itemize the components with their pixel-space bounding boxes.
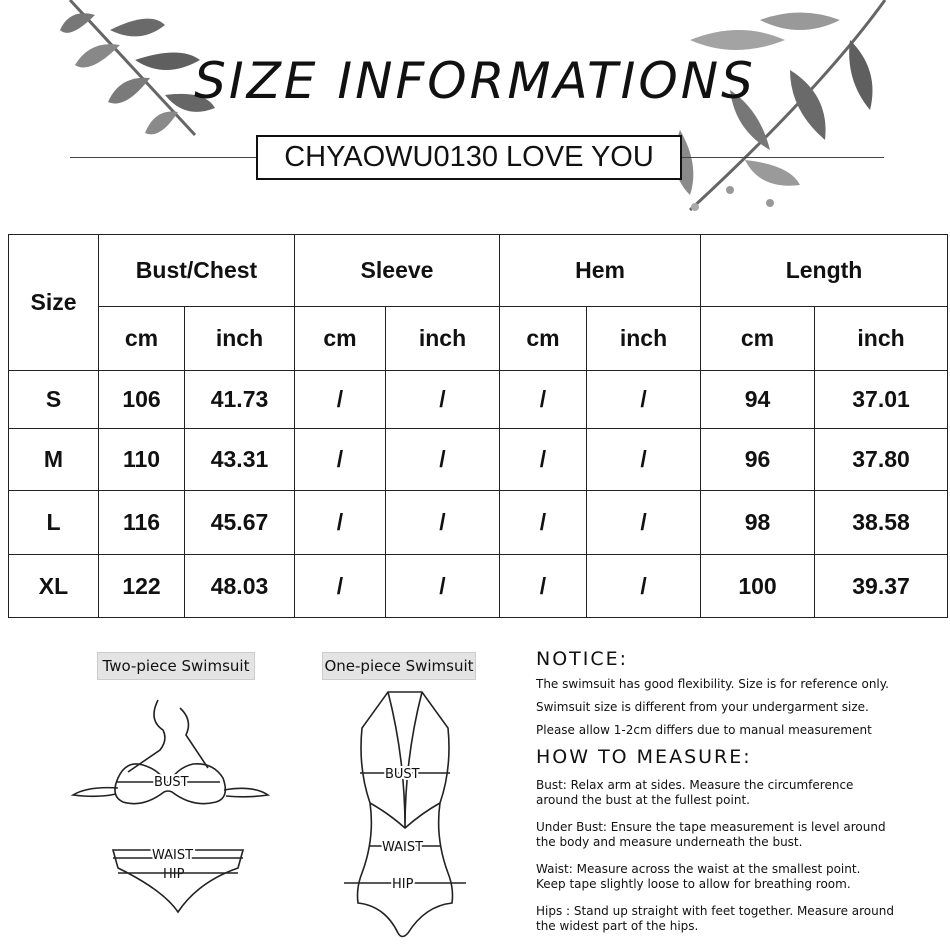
table-cell: 98 bbox=[701, 491, 815, 555]
measure-text: Bust: Relax arm at sides. Measure the circumference bbox=[536, 778, 854, 792]
table-row bbox=[9, 491, 948, 555]
notice-line: Swimsuit size is different from your undergarment size. bbox=[536, 700, 869, 714]
measure-item bbox=[536, 904, 946, 934]
notice-line: The swimsuit has good flexibility. Size is for reference only. bbox=[536, 677, 889, 691]
column-group-header: Length bbox=[701, 235, 948, 307]
one-piece-swimsuit-icon bbox=[330, 688, 480, 943]
measure-text: Waist: Measure across the waist at the smallest point. bbox=[536, 862, 861, 876]
unit-header: cm bbox=[500, 307, 587, 371]
divider bbox=[70, 157, 256, 158]
measure-text: around the bust at the fullest point. bbox=[536, 793, 750, 807]
brand-label: CHYAOWU0130 LOVE YOU bbox=[256, 135, 682, 180]
waist-label: WAIST bbox=[152, 848, 194, 863]
unit-header: inch bbox=[386, 307, 500, 371]
bust-label: BUST bbox=[154, 775, 189, 790]
table-cell: / bbox=[386, 491, 500, 555]
measure-text: the widest part of the hips. bbox=[536, 919, 699, 933]
table-cell: / bbox=[295, 429, 386, 491]
measure-text: Hips : Stand up straight with feet together. Measure around bbox=[536, 904, 894, 918]
measure-heading: HOW TO MEASURE: bbox=[536, 746, 752, 768]
table-cell: 110 bbox=[99, 429, 185, 491]
column-group-header: Sleeve bbox=[295, 235, 500, 307]
measure-item bbox=[536, 778, 946, 808]
table-cell: 38.58 bbox=[815, 491, 948, 555]
table-cell: 37.01 bbox=[815, 371, 948, 429]
hip-label: HIP bbox=[392, 877, 414, 892]
leaf-decoration bbox=[0, 0, 950, 230]
size-cell: L bbox=[9, 491, 99, 555]
hip-label: HIP bbox=[163, 867, 185, 882]
table-cell: / bbox=[386, 371, 500, 429]
table-cell: / bbox=[587, 555, 701, 618]
waist-label: WAIST bbox=[382, 840, 424, 855]
page-title: SIZE INFORMATIONS bbox=[194, 52, 756, 110]
table-cell: / bbox=[500, 429, 587, 491]
table-cell: / bbox=[587, 491, 701, 555]
table-cell: / bbox=[500, 371, 587, 429]
unit-header: inch bbox=[587, 307, 701, 371]
table-row bbox=[9, 429, 948, 491]
notice-section bbox=[536, 648, 946, 946]
unit-header: cm bbox=[99, 307, 185, 371]
table-cell: 39.37 bbox=[815, 555, 948, 618]
table-cell: 106 bbox=[99, 371, 185, 429]
measure-text: the body and measure underneath the bust. bbox=[536, 835, 803, 849]
table-cell: / bbox=[500, 491, 587, 555]
notice-heading: NOTICE: bbox=[536, 648, 629, 670]
table-cell: / bbox=[386, 429, 500, 491]
measure-text: Under Bust: Ensure the tape measurement is level around bbox=[536, 820, 886, 834]
divider bbox=[682, 157, 884, 158]
one-piece-label: One-piece Swimsuit bbox=[322, 652, 476, 680]
size-cell: M bbox=[9, 429, 99, 491]
unit-header: cm bbox=[295, 307, 386, 371]
table-cell: / bbox=[386, 555, 500, 618]
measure-item bbox=[536, 820, 946, 850]
table-cell: / bbox=[295, 491, 386, 555]
table-cell: 45.67 bbox=[185, 491, 295, 555]
table-row bbox=[9, 371, 948, 429]
bust-label: BUST bbox=[385, 767, 420, 782]
size-table bbox=[8, 234, 948, 618]
table-cell: 100 bbox=[701, 555, 815, 618]
table-unit-row bbox=[9, 307, 948, 371]
table-cell: 48.03 bbox=[185, 555, 295, 618]
table-cell: 116 bbox=[99, 491, 185, 555]
table-cell: / bbox=[295, 371, 386, 429]
measure-text: Keep tape slightly loose to allow for breathing room. bbox=[536, 877, 851, 891]
table-cell: / bbox=[587, 371, 701, 429]
unit-header: inch bbox=[185, 307, 295, 371]
table-cell: 43.31 bbox=[185, 429, 295, 491]
table-header-row bbox=[9, 235, 948, 307]
table-cell: / bbox=[587, 429, 701, 491]
two-piece-label: Two-piece Swimsuit bbox=[97, 652, 255, 680]
notice-line: Please allow 1-2cm differs due to manual measurement bbox=[536, 723, 872, 737]
unit-header: cm bbox=[701, 307, 815, 371]
table-cell: 37.80 bbox=[815, 429, 948, 491]
table-cell: 94 bbox=[701, 371, 815, 429]
table-row bbox=[9, 555, 948, 618]
two-piece-swimsuit-icon bbox=[68, 690, 278, 940]
size-cell: S bbox=[9, 371, 99, 429]
unit-header: inch bbox=[815, 307, 948, 371]
table-cell: / bbox=[500, 555, 587, 618]
measure-item bbox=[536, 862, 946, 892]
size-header: Size bbox=[9, 235, 99, 371]
table-cell: 41.73 bbox=[185, 371, 295, 429]
size-cell: XL bbox=[9, 555, 99, 618]
table-cell: / bbox=[295, 555, 386, 618]
column-group-header: Hem bbox=[500, 235, 701, 307]
table-cell: 122 bbox=[99, 555, 185, 618]
table-cell: 96 bbox=[701, 429, 815, 491]
column-group-header: Bust/Chest bbox=[99, 235, 295, 307]
